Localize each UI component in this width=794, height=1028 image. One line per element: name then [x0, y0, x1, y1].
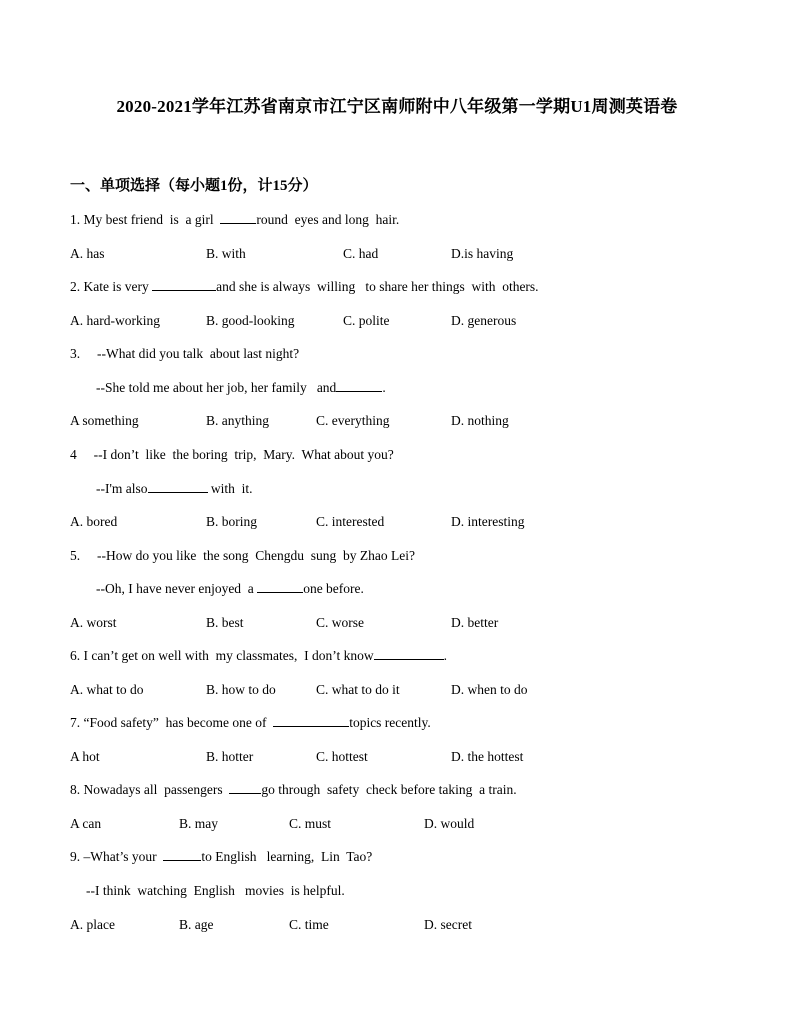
question-6-stem: 6. I can’t get on well with my classmates, I don’t know .	[70, 648, 447, 663]
question-9-option-a: A. place	[70, 917, 115, 932]
question-4-reply: --I'm also with it.	[96, 481, 253, 496]
question-2-option-a: A. hard-working	[70, 313, 160, 328]
question-7-option-b: B. hotter	[206, 749, 254, 764]
question-1-option-b: B. with	[206, 246, 246, 261]
question-2-option-b: B. good-looking	[206, 313, 295, 328]
answer-blank	[148, 480, 208, 493]
question-1-stem: 1. My best friend is a girl round eyes and long hair.	[70, 212, 400, 227]
question-2-option-d: D. generous	[451, 313, 517, 328]
question-1-option-d: D.is having	[451, 246, 514, 261]
question-6-option-b: B. how to do	[206, 682, 276, 697]
question-7-option-d: D. the hottest	[451, 749, 524, 764]
question-1-option-a: A. has	[70, 246, 105, 261]
answer-blank	[374, 647, 444, 660]
question-3-option-a: A something	[70, 413, 139, 428]
question-8-option-c: C. must	[289, 816, 332, 831]
question-2-stem: 2. Kate is very and she is always willing to share her things with others.	[70, 279, 539, 294]
question-2-option-c: C. polite	[343, 313, 390, 328]
question-1-option-c: C. had	[343, 246, 379, 261]
question-7-option-a: A hot	[70, 749, 100, 764]
question-4-option-d: D. interesting	[451, 514, 525, 529]
question-5-option-d: D. better	[451, 615, 499, 630]
question-9-stem: 9. –What’s your to English learning, Lin Tao?	[70, 849, 373, 864]
answer-blank	[163, 848, 201, 861]
question-4-option-b: B. boring	[206, 514, 258, 529]
section-heading: 一、单项选择（每小题1份，计15分）	[70, 178, 318, 194]
question-3-option-b: B. anything	[206, 413, 269, 428]
question-8-stem: 8. Nowadays all passengers go through safety check before taking a train.	[70, 782, 517, 797]
question-5-option-c: C. worse	[316, 615, 364, 630]
question-6-option-a: A. what to do	[70, 682, 144, 697]
question-8-option-d: D. would	[424, 816, 475, 831]
question-4-stem: 4 --I don’t like the boring trip, Mary. What about you?	[70, 447, 394, 462]
question-4-option-a: A. bored	[70, 514, 118, 529]
question-6-option-d: D. when to do	[451, 682, 528, 697]
question-3-reply: --She told me about her job, her family and .	[96, 380, 386, 395]
question-5-option-a: A. worst	[70, 615, 117, 630]
question-6-option-c: C. what to do it	[316, 682, 400, 697]
question-8-option-a: A can	[70, 816, 102, 831]
question-8-option-b: B. may	[179, 816, 218, 831]
question-4-option-c: C. interested	[316, 514, 385, 529]
question-5-option-b: B. best	[206, 615, 244, 630]
question-9-option-b: B. age	[179, 917, 214, 932]
question-5-reply: --Oh, I have never enjoyed a one before.	[96, 581, 364, 596]
question-3-option-c: C. everything	[316, 413, 390, 428]
question-7-stem: 7. “Food safety” has become one of topics recently.	[70, 715, 431, 730]
answer-blank	[229, 781, 261, 794]
question-9-option-c: C. time	[289, 917, 329, 932]
question-5-stem: 5. --How do you like the song Chengdu sung by Zhao Lei?	[70, 548, 415, 563]
question-9-option-d: D. secret	[424, 917, 472, 932]
question-3-stem: 3. --What did you talk about last night?	[70, 346, 300, 361]
question-3-option-d: D. nothing	[451, 413, 509, 428]
question-9-reply: --I think watching English movies is helpful.	[86, 883, 345, 898]
page-title: 2020-2021学年江苏省南京市江宁区南师附中八年级第一学期U1周测英语卷	[116, 97, 678, 116]
answer-blank	[257, 580, 303, 593]
question-7-option-c: C. hottest	[316, 749, 368, 764]
answer-blank	[273, 714, 349, 727]
answer-blank	[220, 211, 256, 224]
answer-blank	[152, 278, 216, 291]
answer-blank	[336, 379, 382, 392]
